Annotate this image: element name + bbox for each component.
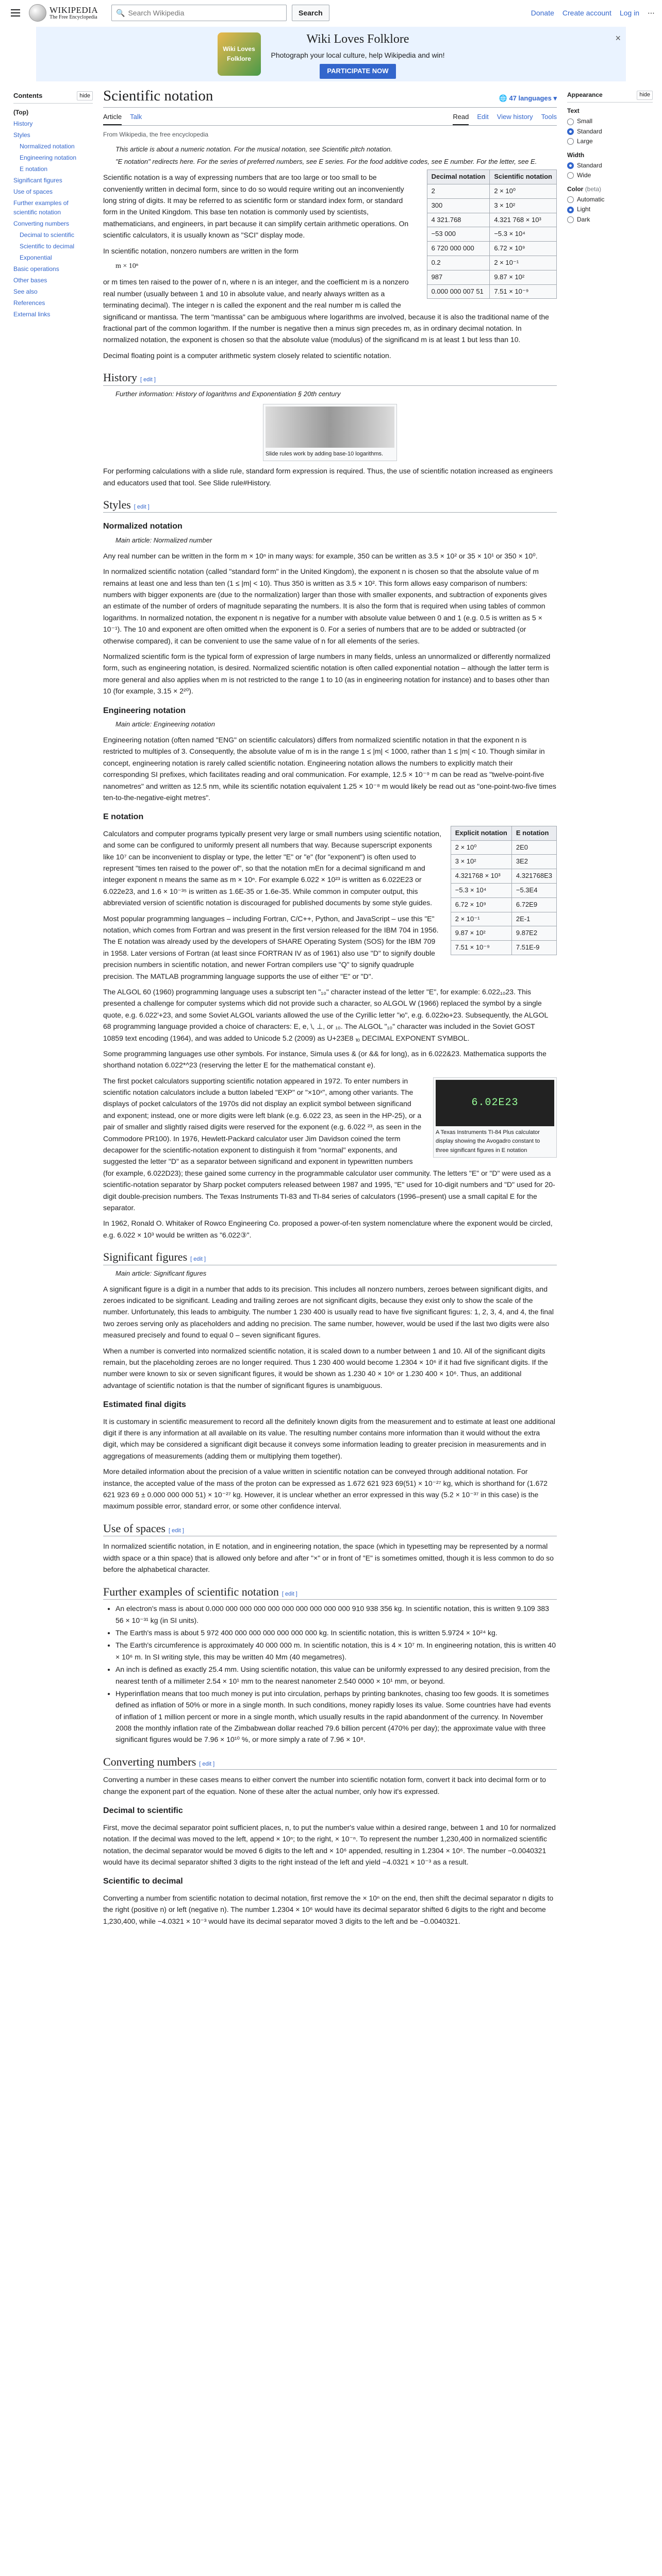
list-item: • Hyperinflation means that too much money is put into circulation, perhaps by printing banknotes, chasing too few goods. It is sometimes defined as inflation of 50% or more in a single month. In such conditions, money rapidly loses its value. Some countries have had events of inflation of 1 million percent or more in a single month, which usually results in the rapid abandonment of the currency. In November 2008 the monthly inflation rate of the Zimbabwean dollar reached 79.6 billion percent (470% per day); the approximate value with three significant figures would be 7.96 × 10¹⁰ %, or more simply a rate of 7.96 × 10⁸. [115,1688,557,1745]
table-cell: 9.87E2 [511,926,556,941]
tab-tools[interactable]: Tools [541,112,557,121]
subsection-heading: Scientific to decimal [103,1877,183,1886]
appearance-option[interactable] [567,161,653,171]
toc-item[interactable]: Engineering notation [20,154,77,161]
list-item: • An electron's mass is about 0.000 000 000 000 000 000 000 000 000 000 910 938 356 kg. In scientific notation, this is written 9.109 383 56 × 10⁻³¹ kg (in SI units). [115,1603,557,1626]
toc-item[interactable]: Use of spaces [13,188,53,195]
option-label: Small [577,117,593,125]
table-row [451,897,556,912]
toc-item[interactable]: Other bases [13,276,47,284]
paragraph: The ALGOL 60 (1960) programming language uses a subscript ten "₁₀" character instead of the letter "E", for example: 6.022₁₀23. This presented a challenge for computer systems which did not provide such a character, so ALGOL W (1966) replaced the symbol by a single quote, e.g. 6.022'+23, and some Soviet ALGOL variants allowed the use of the Cyrillic letter "ю", e.g. 6.022ю+23. Subsequently, the ALGOL 68 programming language provided a choice of characters: E, e, \, ⊥, or ₁₀. The ALGOL "₁₀" character was included in the Soviet GOST 10859 text encoding (1964), and was added to Unicode 5.2 (2009) as U+23E8 ⏨ DECIMAL EXPONENT SYMBOL. [103,987,548,1042]
table-cell: 6.72 × 10⁹ [451,897,511,912]
section-heading-further-examples: Further examples of scientific notation [ edit ] [103,1585,557,1600]
color-label: Color (beta) [567,185,602,193]
toc-hide-button[interactable]: hide [77,91,93,101]
table-cell: 2 × 10⁰ [451,840,511,855]
table-cell: −5.3 × 10⁴ [451,884,511,898]
paragraph: Any real number can be written in the form m × 10ⁿ in many ways: for example, 350 can be written as 3.5 × 10² or 35 × 10¹ or 350 × 10⁰. [103,551,538,560]
table-row [427,284,556,299]
section-heading-use-of-spaces: Use of spaces [ edit ] [103,1521,557,1537]
banner-title: Wiki Loves Folklore [306,32,409,46]
table-cell: 4 321.768 [427,213,490,227]
table-cell: 2 × 10⁻¹ [490,256,557,270]
login-link[interactable]: Log in [619,8,639,17]
paragraph: Most popular programming languages – including Fortran, C/C++, Python, and JavaScript – use this "E" notation, which comes from Fortran and was present in the first version released for the IBM 704 in 1956. The E notation was already used by the developers of SHARE Operating System (SOS) for the IBM 709 in 1958. Later versions of Fortran (at least since FORTRAN IV as of 1961) also use "D" to signify double precision numbers in scientific notation, and newer Fortran compilers use "Q" to signify quadruple precision. The MATLAB programming language supports the use of either "E" or "D". [103,914,439,980]
subsection-heading: E notation [103,812,144,822]
campaign-banner [36,27,626,81]
toc-item[interactable]: E notation [20,165,48,173]
close-icon[interactable]: × [615,33,621,43]
radio-icon[interactable] [567,162,574,169]
hatnote: Main article: Significant figures [115,1269,207,1277]
slide-rule-figure [263,404,397,462]
option-label: Large [577,138,593,145]
appearance-title: Appearance [567,91,603,99]
radio-icon[interactable] [567,138,574,145]
table-row [427,213,556,227]
paragraph: More detailed information about the precision of a value written in scientific notation can be conveyed through additional notation. For instance, the accepted value of the mass of the proton can be expressed as 1.672 621 923 69(51) × 10⁻²⁷ kg, which is shorthand for (1.672 621 923 69 ± 0.000 000 000 51) × 10⁻²⁷ kg. However, it is unclear whether an error expressed in this way (5.2 × 10⁻³⁷ in this case) is the maximum possible error, standard error, or some other confidence interval. [103,1467,548,1511]
radio-icon[interactable] [567,216,574,223]
toc-item[interactable]: Normalized notation [20,142,75,150]
banner-cta-button[interactable]: PARTICIPATE NOW [320,64,395,79]
figure-caption: Slide rules work by adding base-10 logarithms. [266,450,384,457]
radio-icon[interactable] [567,118,574,125]
table-cell: 0.2 [427,256,490,270]
section-heading-converting-numbers: Converting numbers [ edit ] [103,1755,557,1770]
table-cell: 2 [427,184,490,199]
toc-item[interactable]: Converting numbers [13,219,70,227]
table-cell: 3 × 10² [451,855,511,869]
logo-tagline: The Free Encyclopedia [49,14,97,20]
option-label: Standard [577,161,602,169]
appearance-option[interactable] [567,127,653,137]
option-label: Dark [577,215,590,223]
toc-item[interactable]: Significant figures [13,176,62,184]
table-row [451,884,556,898]
appearance-option[interactable] [567,195,653,205]
toc-title: Contents [13,92,43,99]
figure-caption: A Texas Instruments TI-84 Plus calculator display showing the Avogadro constant to three significant figures in E notation [436,1129,540,1154]
table-row [427,270,556,284]
text-size-label: Text [567,107,580,114]
appearance-option[interactable] [567,171,653,180]
toc-item[interactable]: Further examples of scientific notation [13,199,69,216]
table-cell: 3E2 [511,855,556,869]
calculator-figure [433,1077,557,1158]
table-cell: 4.321768E3 [511,869,556,884]
table-row [427,227,556,242]
table-row [427,242,556,256]
site-tagline: From Wikipedia, the free encyclopedia [103,131,209,139]
toc-item[interactable]: Scientific to decimal [20,242,75,250]
tab-edit[interactable]: Edit [477,112,489,121]
donate-link[interactable]: Donate [531,8,554,17]
paragraph: In normalized scientific notation, in E notation, and in engineering notation, the space (which in typesetting may be represented by a normal width space or a thin space) that is allowed only before and after "×" or in front of "E" is sometimes omitted, though it is less common to do so before the alphabetical character. [103,1542,554,1574]
section-heading-history: History [ edit ] [103,370,557,386]
table-cell: −5.3E4 [511,884,556,898]
toc-item[interactable]: Decimal to scientific [20,231,75,239]
subsection-heading: Normalized notation [103,522,183,531]
tab-read[interactable]: Read [453,110,469,126]
list-item: • The Earth's circumference is approximately 40 000 000 m. In scientific notation, this is 4 × 10⁷ m. In engineering notation, this is written 40 × 10⁶ m. In SI writing style, this may be written 40 Mm (40 megametres). [115,1639,557,1663]
hatnote: This article is about a numeric notation. For the musical notation, see Scientific pitch notation. [115,145,392,153]
banner-badge: Wiki Loves Folklore [218,32,261,76]
appearance-hide-button[interactable]: hide [637,91,653,100]
paragraph: Converting a number from scientific notation to decimal notation, first remove the × 10ⁿ on the end, then shift the decimal separator n digits to the right (positive n) or left (negative n). The number 1.2304 × 10⁶ would have its decimal separator shifted 6 digits to the right and become 1,230,400, while −4.0321 × 10⁻³ would have its decimal separator moved 3 digits to the left and be −0.0040321. [103,1893,554,1925]
calculator-display[interactable]: 6.02E23 [436,1080,554,1126]
table-row [427,184,556,199]
search-icon: 🔍 [116,8,125,17]
table-cell: 6 720 000 000 [427,242,490,256]
edit-link[interactable]: [ edit ] [134,503,150,510]
examples-list [115,1603,557,1745]
slide-rule-image[interactable] [266,406,394,448]
edit-link[interactable]: [ edit ] [282,1590,297,1597]
language-button[interactable]: 🌐 47 languages ▾ [499,94,557,102]
list-item: • The Earth's mass is about 5 972 400 000 000 000 000 000 000 kg. In scientific notation, this is written 5.9724 × 10²⁴ kg. [115,1627,557,1638]
paragraph: A significant figure is a digit in a number that adds to its precision. This includes all nonzero numbers, zeroes between significant digits, and zeroes indicated to be significant. Leading and trailing zeroes are not significant digits, because they exist only to show the scale of the number. Unfortunately, this leads to ambiguity. The number 1 230 400 is usually read to have five significant figures: 1, 2, 3, 4, and 4, the final two zeroes serving only as placeholders and adding no precision. The same number, however, would be used if the last two digits were also measured precisely and found to equal 0 – seven significant figures. [103,1284,554,1340]
option-label: Standard [577,127,602,135]
scientific-notation-examples-table [427,170,557,299]
toc-item[interactable]: Basic operations [13,265,59,273]
table-header: Decimal notation [427,170,490,184]
section-heading-significant-figures: Significant figures [ edit ] [103,1250,557,1265]
table-cell: 9.87 × 10² [451,926,511,941]
create-account-link[interactable]: Create account [562,8,611,17]
search-input[interactable] [128,7,282,19]
tab-talk[interactable]: Talk [130,112,142,121]
subsection-heading: Estimated final digits [103,1400,186,1410]
appearance-option[interactable] [567,215,653,225]
search-button[interactable]: Search [292,5,329,21]
table-row [451,926,556,941]
appearance-panel [567,91,653,225]
search-box[interactable] [111,5,287,21]
table-cell: −5.3 × 10⁴ [490,227,557,242]
table-row [451,855,556,869]
radio-icon[interactable] [567,196,574,203]
edit-link[interactable]: [ edit ] [199,1760,215,1767]
paragraph: Some programming languages use other symbols. For instance, Simula uses & (or && for long), as in 6.022&23. Mathematica supports the shorthand notation 6.022*^23 (reserving the letter E for the mathematical constant e). [103,1049,547,1070]
edit-link[interactable]: [ edit ] [168,1527,184,1534]
paragraph: Converting a number in these cases means to either convert the number into scientific notation form, convert it back into decimal form or to change the exponent part of the equation. None of these alter the actual number, only how it's expressed. [103,1775,547,1795]
intro-paragraph: Scientific notation is a way of expressing numbers that are too large or too small to be conveniently written in decimal form, since to do so would require writing out an inconveniently long string of digits. It may be referred to as scientific form or standard index form, or standard form in the United Kingdom. This base ten notation is commonly used by scientists, mathematicians, and engineers, in part because it can simplify certain arithmetic operations. On scientific calculators, it is usually known as "SCI" display mode. [103,173,409,240]
table-cell: 7.51 × 10⁻⁹ [451,941,511,955]
option-label: Automatic [577,196,605,204]
table-cell: 7.51E-9 [511,941,556,955]
table-row [451,869,556,884]
edit-link[interactable]: [ edit ] [140,377,156,383]
table-cell: −53 000 [427,227,490,242]
table-cell: 3 × 10² [490,198,557,213]
radio-icon[interactable] [567,207,574,213]
wikipedia-logo[interactable] [29,4,106,22]
paragraph: In normalized scientific notation (called "standard form" in the United Kingdom), the exponent n is chosen so that the absolute value of m remains at least one and less than ten (1 ≤ |m| < 10). Thus 350 is written as 3.5 × 10². This form allows easy comparison of numbers: numbers with bigger exponents are (due to the normalization) larger than those with smaller exponents, and subtraction of exponents gives an estimate of the number of orders of magnitude separating the numbers. It is also the form that is required when using tables of common logarithms. In normalized notation, the exponent n is negative for a number with absolute value between 0 and 1 (e.g. 0.5 is written as 5 × 10⁻¹). The 10 and exponent are often omitted when the exponent is 0. For a series of numbers that are to be added or subtracted (or otherwise compared), it can be convenient to use the same value of n for all elements of the series. [103,567,547,645]
list-item: • An inch is defined as exactly 25.4 mm. Using scientific notation, this value can be uniformly expressed to any desired precision, from the nearest tenth of a millimeter 2.54 × 10¹ mm to the nearest nanometer 2.540 0000 × 10¹ mm, or beyond. [115,1664,557,1687]
table-cell: 6.72 × 10⁹ [490,242,557,256]
table-cell: 7.51 × 10⁻⁹ [490,284,557,299]
hatnote: Main article: Normalized number [115,536,212,545]
option-label: Wide [577,172,591,179]
history-paragraph: For performing calculations with a slide rule, standard form expression is required. Thus, the use of scientific notation increased as engineers and educators used that tool. See Slide rule#History. [103,467,553,487]
table-cell: 2E0 [511,840,556,855]
page-title: Scientific notation [103,88,213,104]
option-label: Light [577,206,591,213]
table-row [451,941,556,955]
hatnote: Further information: History of logarithms and Exponentiation § 20th century [115,389,341,398]
article-content [103,87,557,1931]
subsection-heading: Decimal to scientific [103,1806,183,1816]
radio-icon[interactable] [567,172,574,179]
intro-paragraph: In scientific notation, nonzero numbers are written in the form [103,246,299,255]
paragraph: Normalized scientific form is the typical form of expression of large numbers in many fields, unless an unnormalized or differently normalized form, such as engineering notation, is desired. Normalized scientific notation is often called exponential notation – although the latter term is more general and also applies when m is not restricted to the range 1 to 10 (as in engineering notation for instance) and to bases other than 10 (for example, 3.15 × 2²⁰). [103,652,551,696]
table-row [451,912,556,926]
paragraph: In 1962, Ronald O. Whitaker of Rowco Engineering Co. proposed a power-of-ten system nomenclature where the exponent would be circled, e.g. 6.022 × 10³ would be written as "6.022③". [103,1219,553,1239]
toc-item[interactable]: References [13,299,45,307]
hatnote: Main article: Engineering notation [115,720,215,728]
more-options-icon[interactable]: ⋯ [648,8,655,17]
table-header: Scientific notation [490,170,557,184]
table-header: Explicit notation [451,826,511,840]
table-of-contents [13,91,93,320]
radio-icon[interactable] [567,128,574,135]
intro-paragraph: Decimal floating point is a computer arithmetic system closely related to scientific notation. [103,351,391,360]
table-cell: 0.000 000 007 51 [427,284,490,299]
toc-item[interactable]: See also [13,287,38,295]
appearance-option[interactable] [567,205,653,214]
paragraph: First, move the decimal separator point sufficient places, n, to put the number's value within a desired range, between 1 and 10 for normalized notation. If the decimal was moved to the left, append × 10ⁿ; to the right, × 10⁻ⁿ. To represent the number 1,230,400 in normalized scientific notation, the decimal separator would be moved 6 digits to the left and × 10⁶ appended, resulting in 1.2304 × 10⁶. The number −0.0040321 would have its decimal separator shifted 3 digits to the right instead of the left and yield −4.0321 × 10⁻³ as a result. [103,1823,556,1866]
appearance-option[interactable] [567,116,653,126]
table-row [427,198,556,213]
table-cell: 9.87 × 10² [490,270,557,284]
toc-item[interactable]: (Top) [13,108,29,116]
width-label: Width [567,151,585,159]
paragraph: Calculators and computer programs typically present very large or small numbers using scientific notation, and some can be configured to uniformly present all numbers that way. Because superscript exponents like 10⁷ can be inconvenient to display or type, the letter "E" or "e" (for "exponent") is often used to represent "times ten raised to the power of", so that the notation mEn for a decimal significand m and integer exponent n means the same as m × 10ⁿ. For example 6.022 × 10²³ is written as 6.022E23 or 6.022e23, and 1.6 × 10⁻³⁵ is written as 1.6E-35 or 1.6e-35. While common in computer output, this abbreviated version of scientific notation is discouraged for published documents by some style guides. [103,829,441,907]
table-cell: 4.321768 × 10³ [451,869,511,884]
table-header: E notation [511,826,556,840]
paragraph: It is customary in scientific measurement to record all the definitely known digits from the measurement and to estimate at least one additional digit if there is any information at all available on its value. The resulting number contains more information than it would without the extra digit, which may be considered a significant digit because it conveys some information leading to greater precision in measurements and in aggregations of measurements (adding them or multiplying them together). [103,1417,555,1460]
tab-article[interactable]: Article [103,110,122,126]
table-row [427,256,556,270]
table-cell: 300 [427,198,490,213]
table-cell: 2E-1 [511,912,556,926]
edit-link[interactable]: [ edit ] [190,1256,206,1263]
table-cell: 6.72E9 [511,897,556,912]
table-cell: 4.321 768 × 10³ [490,213,557,227]
logo-wordmark: WIKIPEDIA [49,5,98,15]
table-row [451,840,556,855]
toc-item[interactable]: Exponential [20,253,52,261]
table-cell: 987 [427,270,490,284]
subsection-heading: Engineering notation [103,706,186,715]
paragraph: When a number is converted into normalized scientific notation, it is scaled down to a number between 1 and 10. All of the significant digits remain, but the placeholding zeroes are no longer required. Thus 1 230 400 would become 1.2304 × 10⁶ if it had five significant digits. If the number were known to six or seven significant figures, it would be shown as 1.230 40 × 10⁶ or 1.230 400 × 10⁶. Thus, an additional advantage of scientific notation is that the number of significant figures is unambiguous. [103,1346,548,1389]
appearance-option[interactable] [567,137,653,146]
section-heading-styles: Styles [ edit ] [103,498,557,513]
banner-subtitle: Photograph your local culture, help Wikipedia and win! [271,50,445,59]
toc-item[interactable]: Styles [13,131,30,139]
globe-icon [29,4,46,22]
table-cell: 2 × 10⁻¹ [451,912,511,926]
paragraph: Engineering notation (often named "ENG" on scientific calculators) differs from normalized scientific notation in that the exponent n is restricted to multiples of 3. Consequently, the absolute value of m is in the range 1 ≤ |m| < 1000, rather than 1 ≤ |m| < 10. Though similar in concept, engineering notation is rarely called scientific notation. Engineering notation allows the numbers to explicitly match their corresponding SI prefixes, which facilitates reading and oral communication. For example, 12.5 × 10⁻⁹ m can be read as "twelve-point-five nanometres" and written as 12.5 nm, while its scientific notation equivalent 1.25 × 10⁻⁸ m would likely be read out as "one-point-two-five times ten-to-the-negative-eight metres". [103,735,556,802]
site-header [0,0,662,26]
formula: m × 10ⁿ [115,262,139,270]
main-menu-button[interactable] [7,5,24,21]
hatnote: "E notation" redirects here. For the series of preferred numbers, see E series. For the food additive codes, see E number. For the letter, see E. [115,158,537,166]
toc-item[interactable]: History [13,120,33,127]
toc-item[interactable]: External links [13,310,51,318]
e-notation-table [451,826,557,955]
paragraph: The first pocket calculators supporting scientific notation appeared in 1972. To enter numbers in scientific notation calculators include a button labeled "EXP" or "×10ˣ", among other variants. The displays of pocket calculators of the 1970s did not display an explicit symbol between significand and exponent; instead, one or more digits were left blank (e.g. 6.022 23, as seen in the HP-25), or a pair of smaller and slightly raised digits were reserved for the exponent (e.g. 6.022 ²³, as seen in the Commodore PR100). In 1976, Hewlett-Packard calculator user Jim Davidson coined the term decapower for the scientific-notation exponent to distinguish it from "normal" exponents, and suggested the letter "D" as a separator between significand and exponent in typewritten numbers (for example, 6.022D23); these gained some currency in the programmable calculator user community. The letters "E" or "D" were used as a scientific-notation separator by Sharp pocket computers released between 1987 and 1995, "E" used for 10-digit numbers and "D" used for 20-digit double-precision numbers. The Texas Instruments TI-83 and TI-84 series of calculators (1996–present) use a small capital E for the separator. [103,1076,555,1212]
intro-paragraph: or m times ten raised to the power of n, where n is an integer, and the coefficient m is a nonzero real number (usually between 1 and 10 in absolute value, and nearly always written as a terminating decimal). The integer n is called the exponent and the real number m is called the significand or mantissa. The term "mantissa" can be ambiguous where logarithms are involved, because it is also the traditional name of the fractional part of the common logarithm. If the number is negative then a minus sign precedes m, as in ordinary decimal notation. In normalized notation, the exponent is chosen so that the absolute value (modulus) of the significand m is at least 1 but less than 10. [103,278,549,344]
tab-view-history[interactable]: View history [496,112,533,121]
table-cell: 2 × 10⁰ [490,184,557,199]
